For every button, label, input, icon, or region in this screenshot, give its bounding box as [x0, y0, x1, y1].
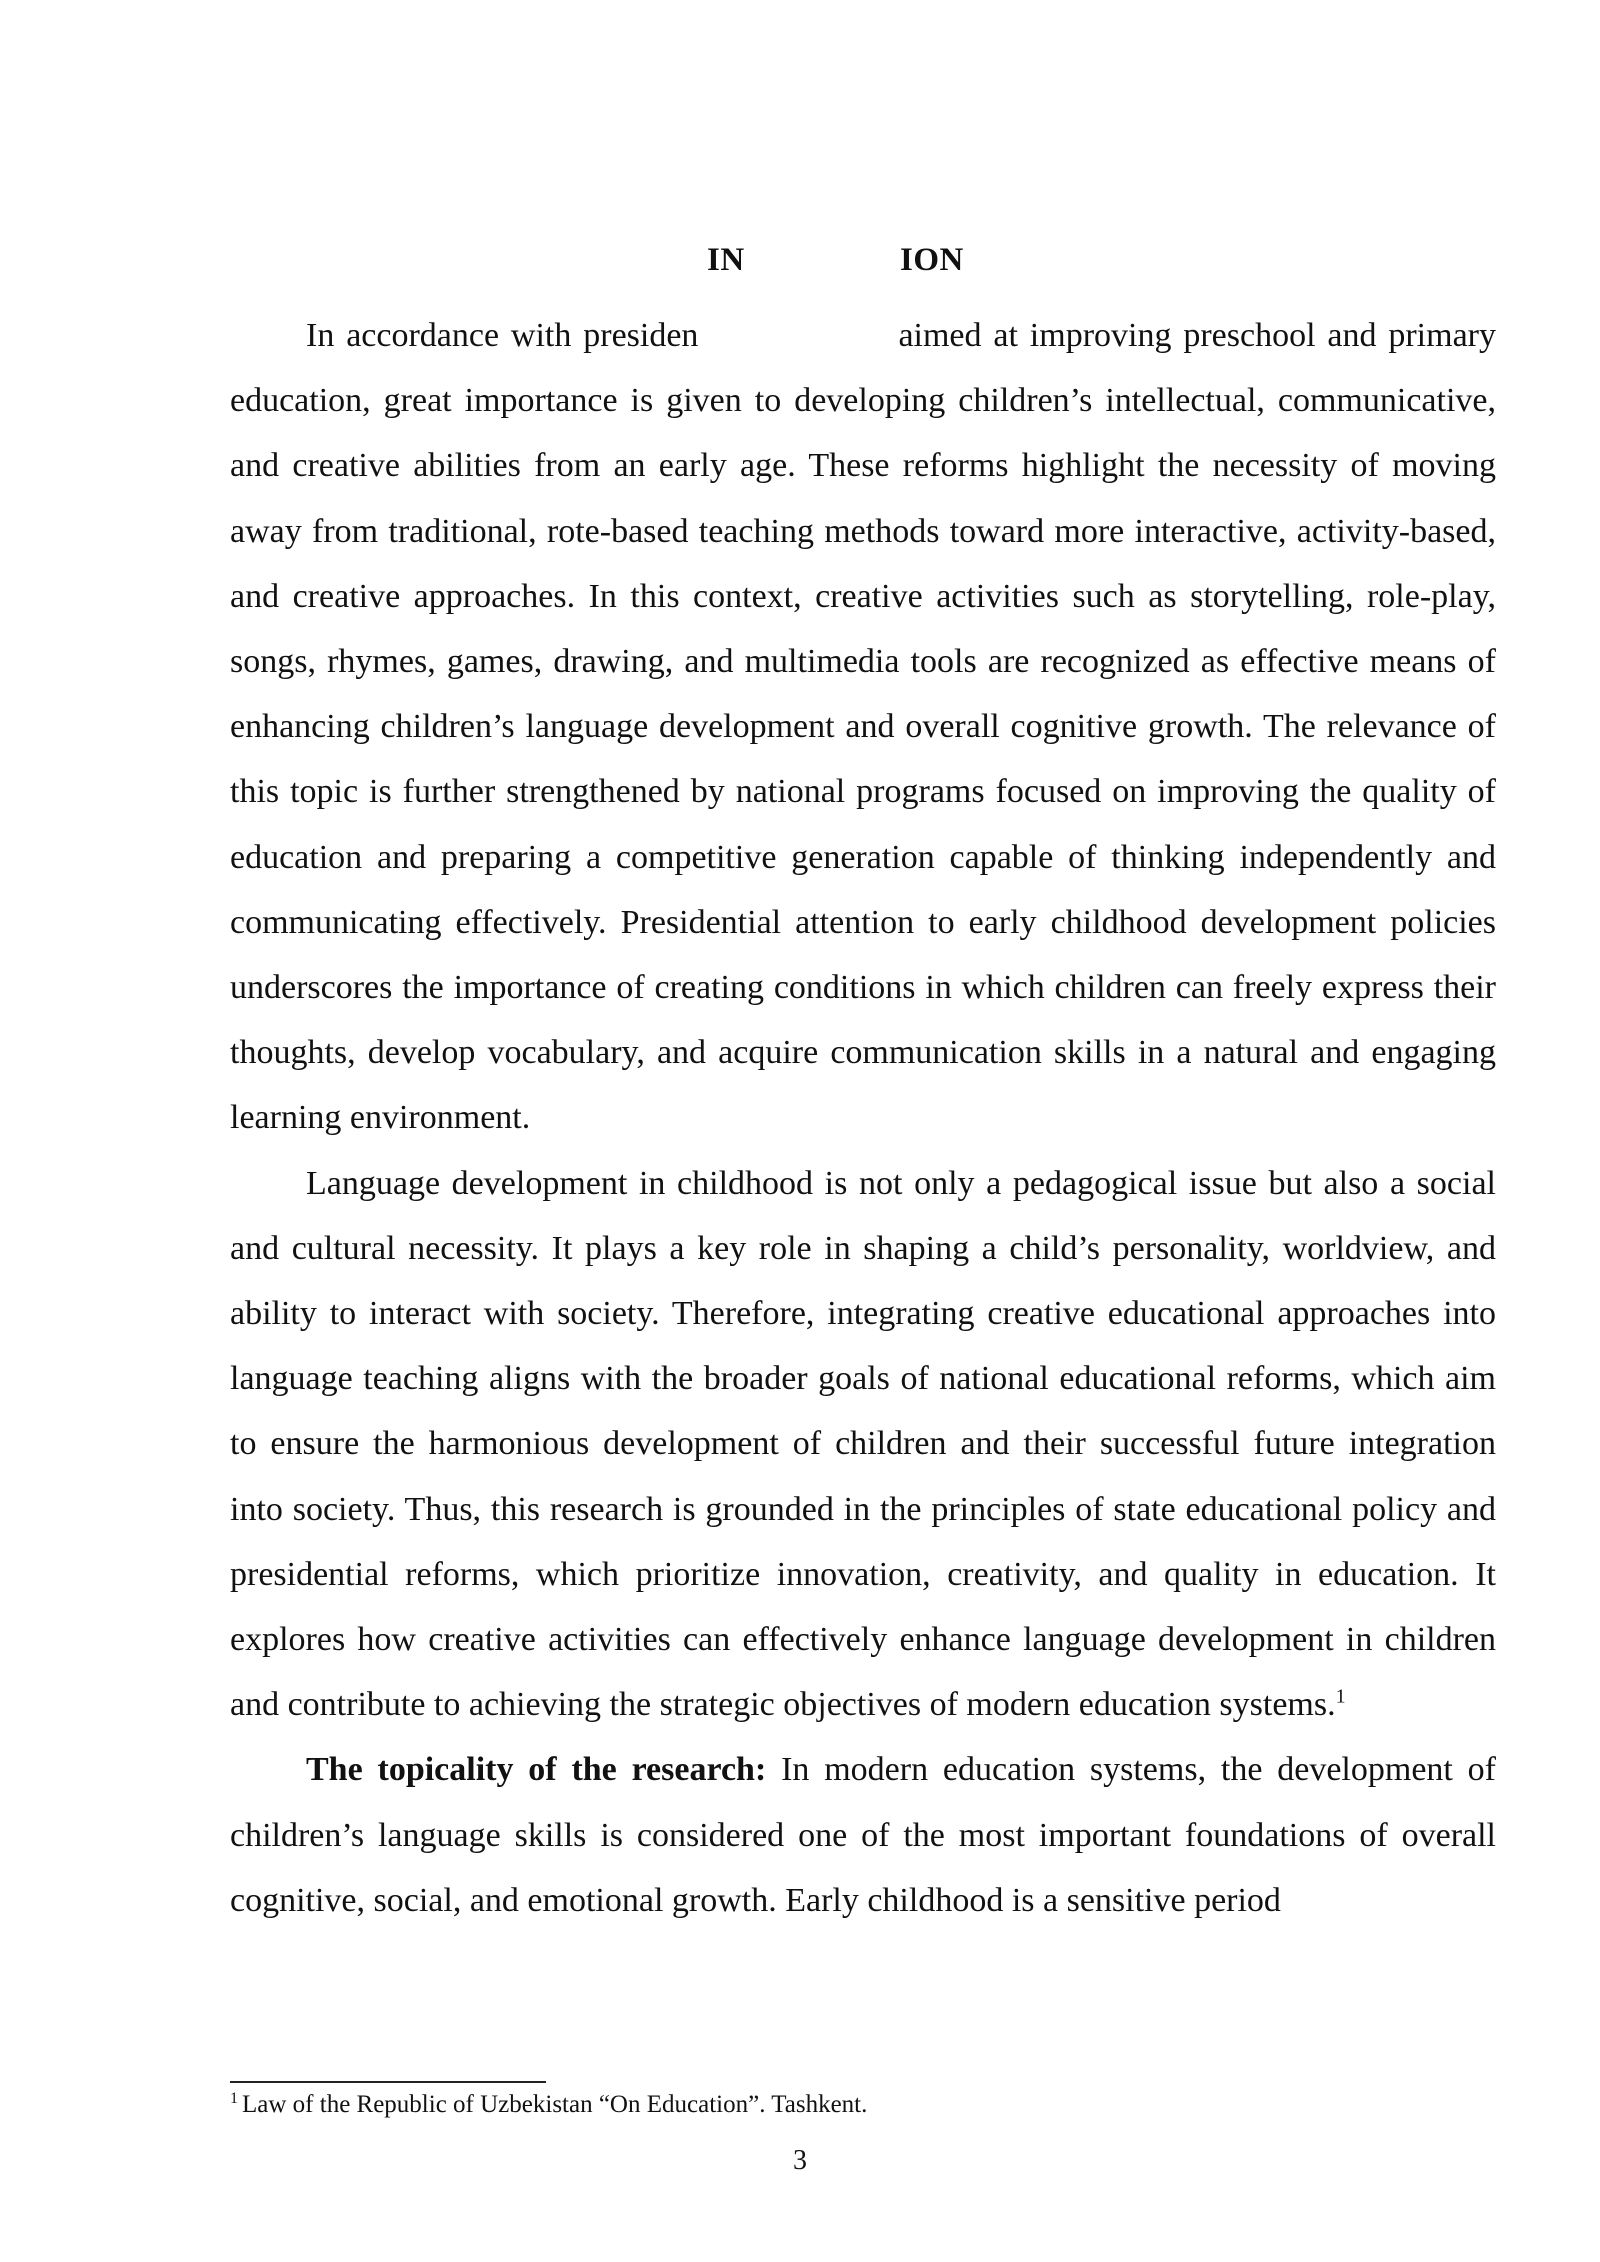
footnote-number: 1	[230, 2089, 238, 2107]
paragraph-2-text: Language development in childhood is not only a pedagogical issue but also a social and cultural necessity. It plays a key role in shaping a child’s personality, worldview, and ability to interact with society. Therefore, integrating creative educational approaches into language teaching aligns with the broader goals of national educational reforms, which aim to ensure the harmonious development of children and their successful future integration into society. Thus, this research is grounded in the principles of state educational policy and presidential reforms, which prioritize innovation, creativity, and quality in education. It explores how creative activities can effectively enhance language development in children and contribute to achieving the strategic objectives of modern education systems.	[230, 1164, 1496, 1724]
footnote-divider	[230, 2081, 546, 2083]
heading-fragment-right: ION	[900, 242, 964, 278]
paragraph-1	[230, 303, 1496, 1151]
footnote-text: Law of the Republic of Uzbekistan “On Education”. Tashkent.	[242, 2091, 868, 2118]
paragraph-3	[230, 1737, 1496, 1933]
heading-fragment-left: IN	[707, 242, 745, 278]
footnote-reference[interactable]: 1	[1335, 1685, 1346, 1708]
paragraph-2	[230, 1151, 1496, 1738]
page-number: 3	[793, 2145, 807, 2176]
paragraph-1-rest: aimed at improving preschool and primary education, great importance is given to developing children’s intellectual, communicative, and creative abilities from an early age. These reforms highlight the necessity of moving away from traditional, rote-based teaching methods toward more interactive, activity-based, and creative approaches. In this context, creative activities such as storytelling, role-play, songs, rhymes, games, drawing, and multimedia tools are recognized as effective means of enhancing children’s language development and overall cognitive growth. The relevance of this topic is further strengthened by national programs focused on improving the quality of education and preparing a competitive generation capable of thinking independently and communicating effectively. Presidential attention to early childhood development policies underscores the importance of creating conditions in which children can freely express their thoughts, develop vocabulary, and acquire communication skills in a natural and engaging learning environment.	[230, 317, 1496, 1137]
paragraph-1-start: In accordance with presiden	[306, 317, 699, 354]
body-text	[230, 303, 1496, 1933]
paragraph-3-text: In modern education systems, the development of children’s language skills is considered one of the most important foundations of overall cognitive, social, and emotional growth. Early childhood is a sensitive period	[230, 1751, 1497, 1919]
topicality-lead: The topicality of the research:	[306, 1751, 767, 1789]
footnote	[230, 2088, 1496, 2122]
